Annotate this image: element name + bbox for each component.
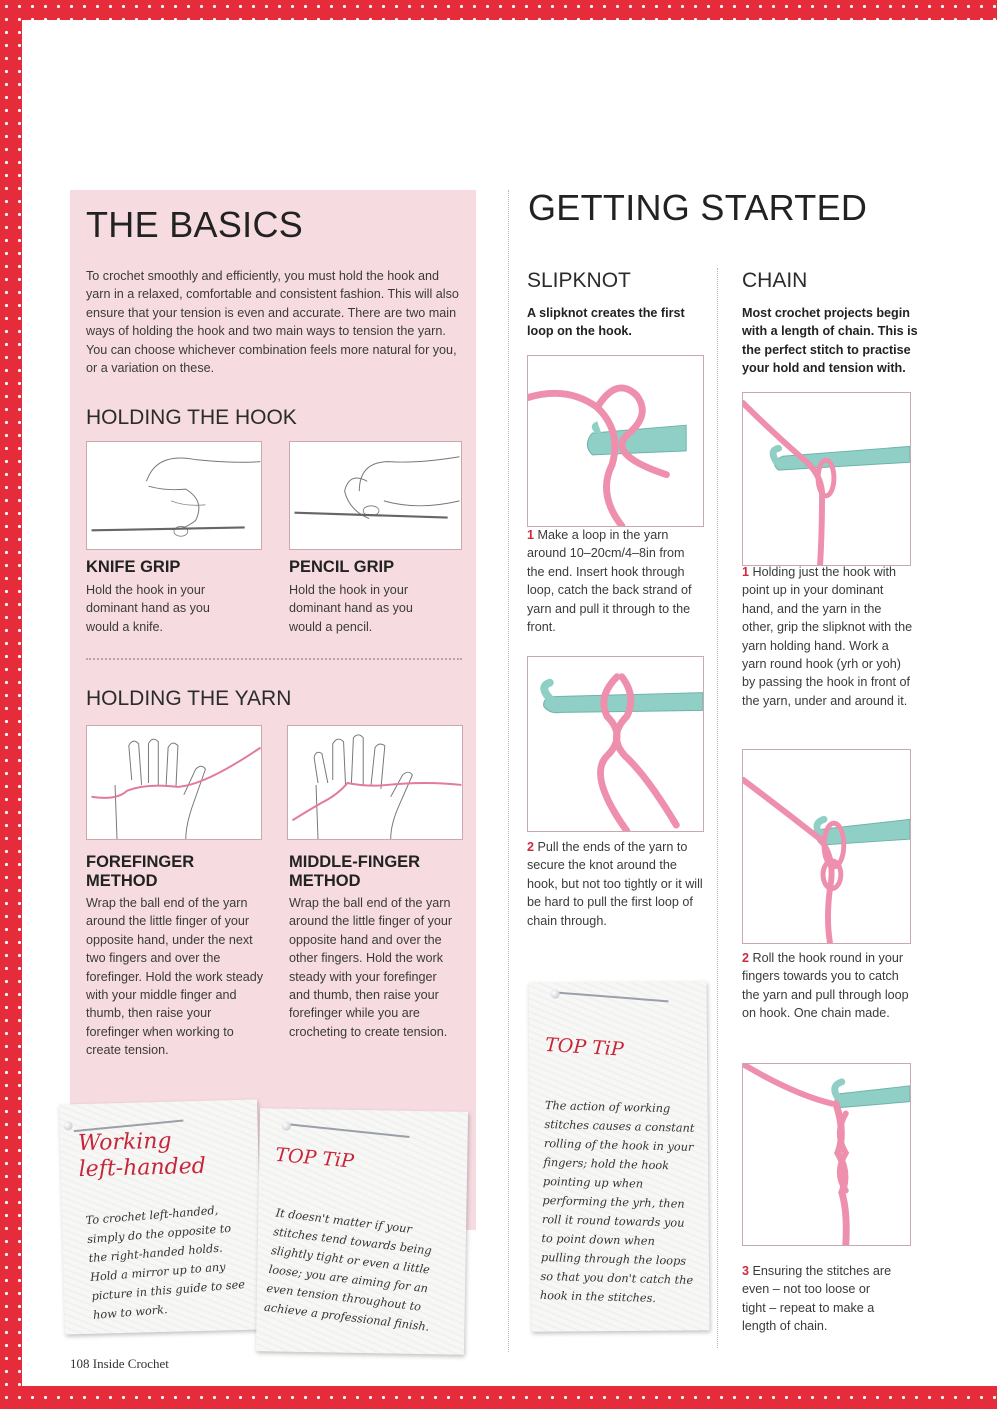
top-tip-note-1 [256, 1108, 468, 1355]
chain-step2 [742, 949, 914, 1023]
pencil-grip-text: Hold the hook in your dominant hand as you would a pencil. [289, 583, 413, 634]
pin-icon [290, 1124, 410, 1139]
knife-grip-illustration [86, 441, 262, 550]
getting-started-title: GETTING STARTED [528, 187, 868, 228]
slipknot-step2-illustration [527, 656, 704, 832]
column-divider [508, 190, 509, 1352]
middle-finger-method-illustration [287, 725, 463, 840]
top-tip-2-title: TOP TiP [544, 1033, 625, 1061]
chain-step1-text: Holding just the hook with point up in your dominant hand, and the yarn in the other, grip the slipknot with the yarn holding hand. Work a yarn round hook (yrh or yoh) by passing the hook in front of the yarn, under and around it. [742, 565, 913, 708]
top-tip-1-text: It doesn't matter if your stitches tend towards being slightly tight or even a little loose; you are aiming for an even tension throughout to achieve a professional finish. [263, 1206, 433, 1334]
pencil-grip-title: PENCIL GRIP [289, 558, 395, 576]
pin-icon [559, 992, 669, 1003]
forefinger-method-illustration [86, 725, 262, 840]
middle-finger-method-text: Wrap the ball end of the yarn around the little finger of your opposite hand and over the other fingers. Hold the work steady with your forefinger and thumb, then raise your forefinger while you are crocheting to create tension. [289, 896, 453, 1039]
chain-step3 [742, 1262, 892, 1336]
chain-step3-illustration [742, 1063, 911, 1246]
top-tip-1-title: TOP TiP [274, 1143, 355, 1173]
chain-step3-text: Ensuring the stitches are even – not too loose or tight – repeat to make a length of chain. [742, 1264, 892, 1334]
left-handed-title-line2: left-handed [78, 1153, 207, 1183]
left-handed-text: To crochet left-handed, simply do the opposite to the right-handed holds. Hold a mirror up to any picture in this guide to see how to work. [85, 1203, 246, 1322]
pin-head-icon [63, 1121, 72, 1130]
forefinger-method-text: Wrap the ball end of the yarn around the little finger of your opposite hand, under the next two fingers and over the forefinger. Hold the work steady with your middle finger and thumb, then raise your forefinger when working to create tension. [86, 896, 264, 1058]
top-tip-2-text: The action of working stitches causes a constant rolling of the hook in your fingers; hold the hook pointing up when performing the yrh, then roll it round towards you to point down when pulling through the loops so that you don't catch the hook in the stitches. [539, 1099, 695, 1305]
slipknot-heading: SLIPKNOT [527, 269, 631, 292]
knife-grip-text: Hold the hook in your dominant hand as you would a knife. [86, 583, 210, 634]
knife-grip-title: KNIFE GRIP [86, 558, 181, 576]
slipknot-step1-number: 1 [527, 528, 535, 542]
holding-hook-heading: HOLDING THE HOOK [86, 406, 297, 429]
slipknot-step2 [527, 838, 703, 930]
page [22, 20, 997, 1386]
slipknot-step2-number: 2 [527, 840, 535, 854]
chain-column-divider [717, 268, 718, 1348]
slipknot-step1-text: Make a loop in the yarn around 10–20cm/4–8in from the end. Insert hook through loop, catch the back strand of yarn and pull it through to the front. [527, 528, 692, 635]
section-divider [86, 658, 462, 660]
chain-step2-text: Roll the hook round in your fingers towards you to catch the yarn and pull through loop on hook. One chain made. [742, 951, 909, 1021]
slipknot-step1 [527, 526, 703, 636]
chain-lead: Most crochet projects begin with a length of chain. This is the perfect stitch to practise your hold and tension with. [742, 306, 918, 376]
top-tip-note-2 [528, 981, 709, 1332]
slipknot-lead: A slipknot creates the first loop on the hook. [527, 306, 685, 339]
chain-step2-number: 2 [742, 951, 750, 965]
pencil-grip-illustration [289, 441, 462, 550]
left-handed-note [59, 1099, 263, 1334]
page-footer [70, 1356, 169, 1372]
left-handed-title-line1: Working [77, 1128, 172, 1157]
pin-head-icon [551, 990, 560, 999]
slipknot-step1-illustration [527, 355, 704, 527]
chain-step3-number: 3 [742, 1264, 750, 1278]
holding-yarn-heading: HOLDING THE YARN [86, 687, 292, 710]
middle-finger-method-title: MIDDLE-FINGER METHOD [289, 853, 421, 890]
chain-step1-illustration [742, 392, 911, 566]
magazine-name: Inside Crochet [92, 1356, 169, 1371]
slipknot-step2-text: Pull the ends of the yarn to secure the knot around the hook, but not too tightly or it will be hard to pull the first loop of chain through. [527, 840, 703, 928]
chain-step2-illustration [742, 749, 911, 944]
chain-step1-number: 1 [742, 565, 750, 579]
chain-heading: CHAIN [742, 269, 808, 292]
pin-head-icon [282, 1122, 291, 1131]
chain-step1 [742, 563, 914, 710]
page-number: 108 [70, 1356, 90, 1371]
basics-intro: To crochet smoothly and efficiently, you must hold the hook and yarn in a relaxed, comfortable and consistent fashion. This will also ensure that your tension is even and accurate. There are two main ways of holding the hook and two main ways to tension the yarn. You can choose whichever combination feels more natural for you, or a variation on these. [86, 269, 459, 376]
basics-title: THE BASICS [86, 204, 304, 245]
forefinger-method-title: FOREFINGER METHOD [86, 853, 195, 890]
